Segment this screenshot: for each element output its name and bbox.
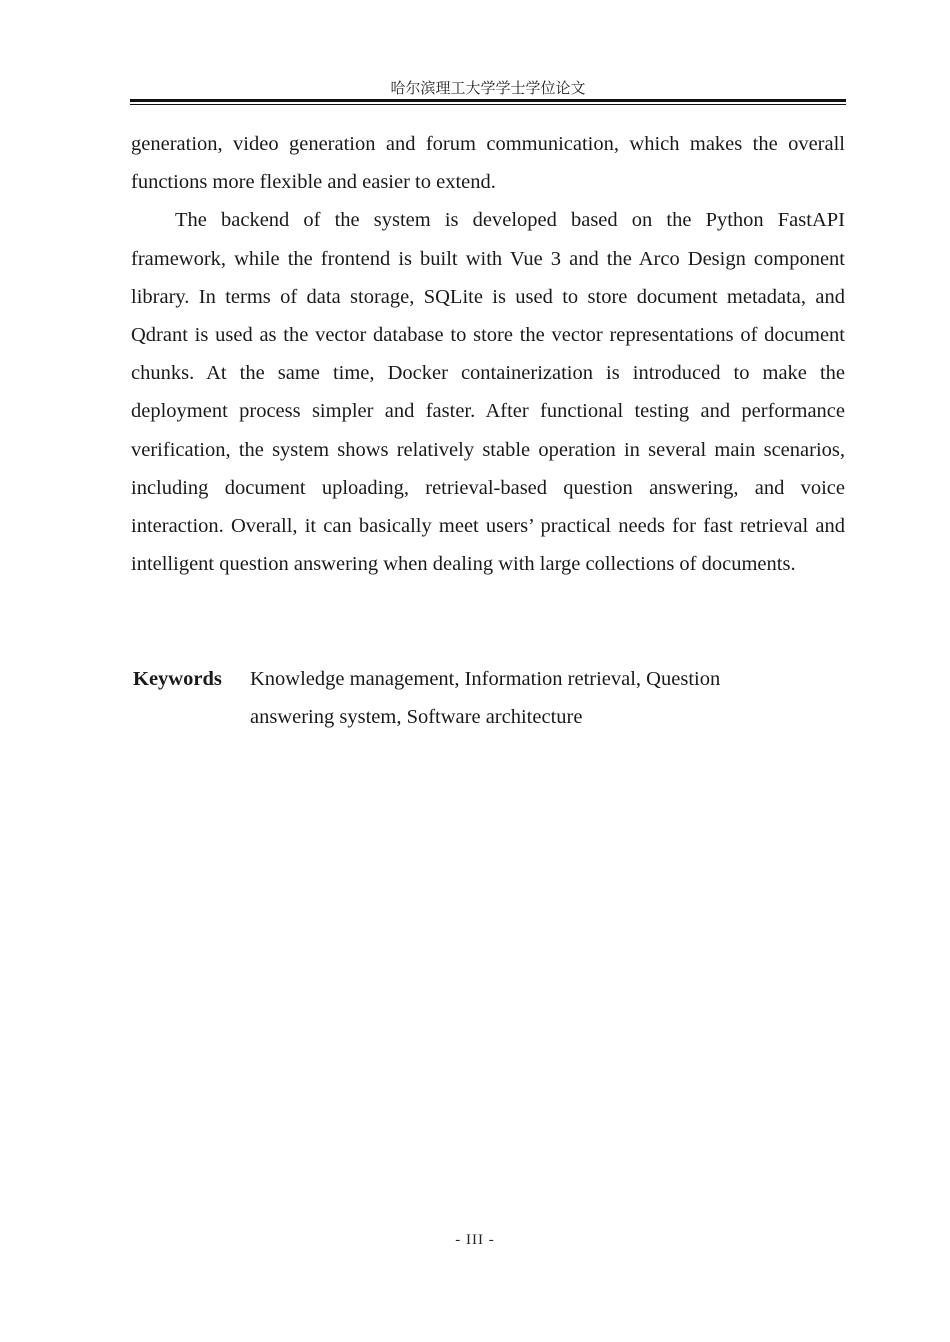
header-rule-thin	[130, 104, 846, 105]
header-rule-thick	[130, 99, 846, 102]
abstract-body	[131, 125, 845, 583]
paragraph-continuation: generation, video generation and forum communication, which makes the overall functions more flexible and easier to extend.	[131, 133, 845, 194]
paragraph-system-description: The backend of the system is developed based on the Python FastAPI framework, while the frontend is built with Vue 3 and the Arco Design component library. In terms of data storage, SQLite is used to store document metadata, and Qdrant is used as the vector database to store the vector representations of document chunks. At the same time, Docker containerization is introduced to make the deployment process simpler and faster. After functional testing and performance verification, the system shows relatively stable operation in several main scenarios, including document uploading, retrieval-based question answering, and voice interaction. Overall, it can basically meet users’ practical needs for fast retrieval and intelligent question answering when dealing with large collections of documents.	[131, 209, 845, 576]
keywords-label: Keywords	[133, 668, 222, 690]
page-number: - III -	[455, 1232, 495, 1248]
keywords-list: Knowledge management, Information retrieval, Question answering system, Software architecture	[250, 668, 721, 728]
running-header: 哈尔滨理工大学学士学位论文	[390, 79, 586, 97]
